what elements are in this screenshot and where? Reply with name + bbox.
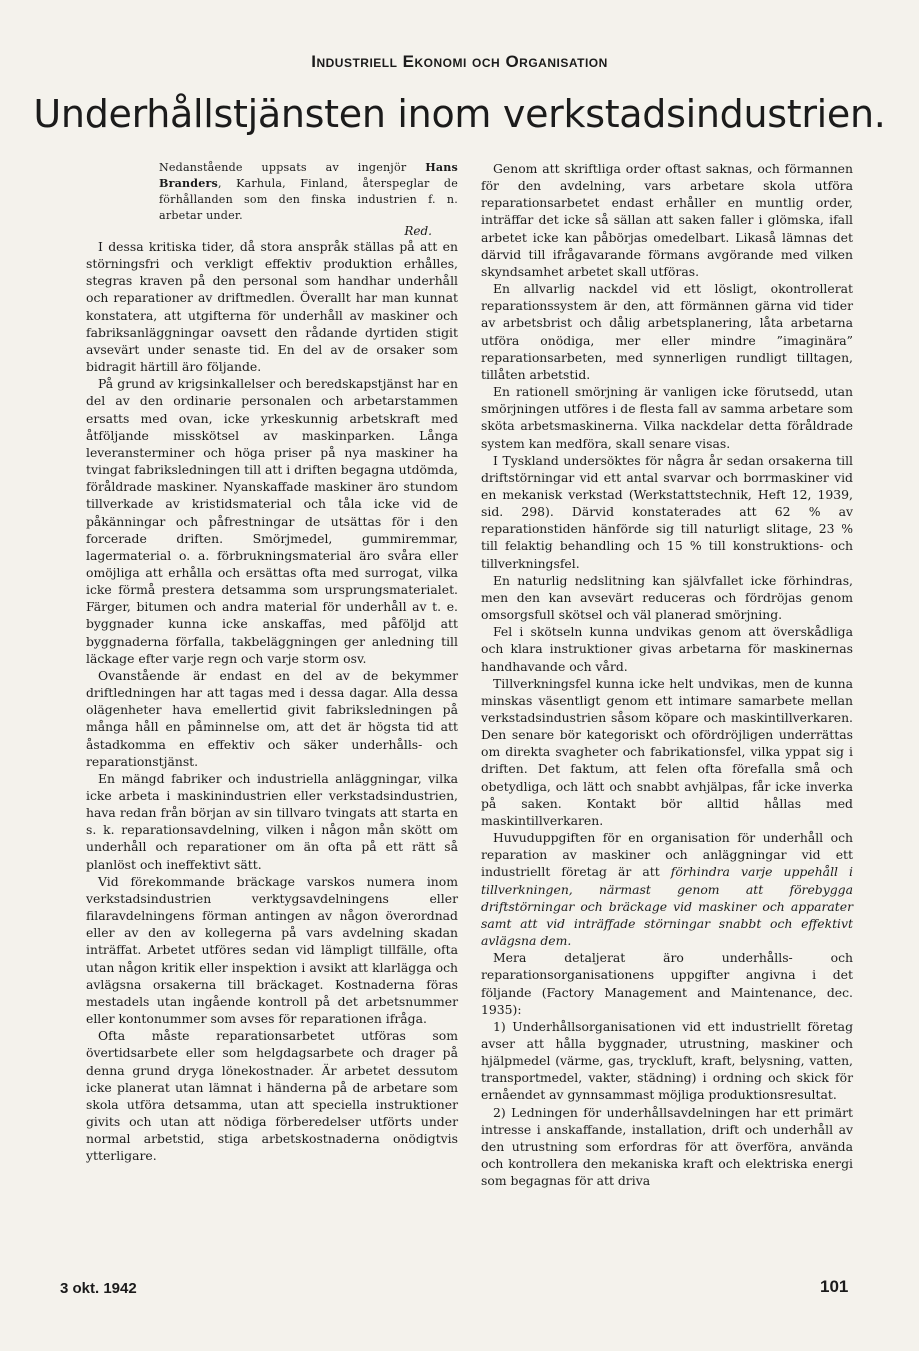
paragraph: Vid förekommande bräckage varskos numera inom verkstadsindustrien verktygsavdelningens eller filaravdelningens förman antingen av någon överordnad eller av den av kollegerna på vars avdelning skadan inträffat. Arbetet utföres sedan vid lämpligt tillfälle, ofta utan någon kritik eller inspektion i avsikt att klarlägga och avlägsna orsakerna till bräckaget. Kostnaderna föras mestadels utan ingående kontroll på det arbetsnummer eller kontonummer som avses för reparationen ifråga. — [86, 873, 458, 1027]
intro-text-after: , Karhula, Finland, återspeglar de förhållanden som den finska industrien f. n. arbetar under. — [159, 177, 458, 222]
paragraph: En mängd fabriker och industriella anläggningar, vilka icke arbeta i maskinindustrien eller verkstadsindustrien, hava redan från början av sin tillvaro tvingats att starta en s. k. reparationsavdelning, vilken i någon mån skött om underhåll och reparationer om än ofta på ett rätt så planlöst och ineffektivt sätt. — [86, 770, 458, 872]
page-number: 101 — [820, 1277, 849, 1296]
intro-author: Hans Branders — [159, 161, 458, 190]
paragraph: Fel i skötseln kunna undvikas genom att överskådliga och klara instruktioner givas arbetarna för maskinernas handhavande och vård. — [481, 624, 853, 674]
paragraph: I Tyskland undersöktes för några år sedan orsakerna till driftstörningar vid ett antal svarvar och borrmaskiner vid en mekanisk verkstad (Werkstattstechnik, Heft 12, 1939, sid. 298). Därvid konstaterades att 62 % av reparationstiden hänförde sig till naturligt slitage, 23 % till felaktig behandling och 15 % till konstruktions- och tillverkningsfel. — [481, 452, 853, 571]
paragraph: Genom att skriftliga order oftast saknas, och förmannen för den avdelning, vars arbetare skola utföra reparationsarbetet endast erhåller en muntlig order, inträffar det icke så sällan att saken faller i glömska, ifall arbetet icke kan påbörjas omedelbart. Likaså lämnas det därvid till ifrågavarande förmans avgörande med vilken skyndsamhet arbetet skall utföras. — [481, 161, 853, 279]
right-column — [481, 160, 853, 1189]
intro-text-before: Nedanstående uppsats av ingenjör — [159, 161, 426, 174]
paragraph: En allvarlig nackdel vid ett lösligt, okontrollerat reparationssystem är den, att förmännen gärna vid tider av arbetsbrist och dålig arbetsplanering, låta arbetarna utföra onödiga, mer eller mindre ”imaginära” reparationsarbeten, med synnerligen rundligt tilltagen, tillåten arbetstid. — [481, 281, 853, 382]
paragraph: Ofta måste reparationsarbetet utföras som övertidsarbete eller som helgdagsarbete och drager på denna grund dryga lönekostnader. Är arbetet dessutom icke planerat utan lämnat i händerna på de arbetare som skola utföra detsamma, utan att speciella instruktioner givits och utan att nödiga förberedelser utförts under normal arbetstid, stiga arbetskostnaderna onödigtvis ytterligare. — [86, 1028, 458, 1164]
paragraph-main-task — [481, 829, 853, 949]
paragraph: Tillverkningsfel kunna icke helt undvikas, men de kunna minskas väsentligt genom ett intimare samarbete mellan verkstadsindustrien såsom köpare och maskintillverkaren. Den senare bör kategoriskt och ofördröjligen underrättas om direkta svagheter och fabrikationsfel, vilka yppat sig i driften. Det faktum, att felen ofta förefalla små och obetydliga, och lätt och snabbt avhjälpas, får icke inverka på saken. Kontakt bör alltid hållas med maskintillverkaren. — [481, 675, 853, 828]
main-task-text: Huvuduppgiften för en organisation för underhåll och reparation av maskiner och anläggningar vid ett industriellt företag är att — [481, 830, 853, 880]
paragraph: 2) Ledningen för underhållsavdelningen har ett primärt intresse i anskaffande, installation, drift och underhåll av den utrustning som erfordras för att överföra, använda och kontrollera den mekaniska kraft och elektriska energi som begagnas för att driva — [481, 1104, 853, 1189]
section-header: Industriell Ekonomi och Organisation — [311, 52, 608, 71]
paragraph: Mera detaljerat äro underhålls- och reparationsorganisationens uppgifter angivna i det följande (Factory Management and Maintenance, dec. 1935): — [481, 950, 853, 1017]
paragraph: 1) Underhållsorganisationen vid ett industriellt företag avser att hålla byggnader, utrustning, maskiner och hjälpmedel (värme, gas, tryckluft, kraft, belysning, vatten, transportmedel, vakter, städning) i ordning och skick för ernåendet av gynnsammast möjliga produktionsresultat. — [481, 1018, 853, 1103]
issue-date: 3 okt. 1942 — [60, 1280, 137, 1297]
article-title: Underhållstjänsten inom verkstadsindustrien. — [33, 92, 886, 136]
editor-signature: Red. — [404, 224, 432, 238]
editor-intro — [159, 160, 458, 224]
paragraph: En rationell smörjning är vanligen icke förutsedd, utan smörjningen utföres i de flesta fall av samma arbetare som sköta arbetsmaskinerna. Vilka nackdelar detta föråldrade system kan medföra, skall senare visas. — [481, 384, 853, 451]
main-task-emphasis: förhindra varje uppehåll i tillverkningen, närmast genom att förebygga driftstörningar och bräckage vid maskiner och apparater samt att vid inträffade störningar snabbt och effektivt avlägsna dem. — [481, 864, 854, 949]
paragraph: Ovanstående är endast en del av de bekymmer driftledningen har att tagas med i dessa dagar. Alla dessa olägenheter hava emellertid givit fabriksledningen på många håll en påminnelse om, att det är högsta tid att åstadkomma en effektiv och säker underhålls- och reparationstjänst. — [86, 667, 458, 769]
paragraph: I dessa kritiska tider, då stora anspråk ställas på att en störningsfri och verkligt effektiv produktion erhålles, stegras kraven på den personal som handhar underhåll och reparationer av driftmedlen. Överallt har man kunnat konstatera, att utgifterna för underhåll av maskiner och fabriksanläggningar oavsett den rådande dyrtiden stigit avsevärt under senaste tid. En del av de orsaker som bidragit härtill äro följande. — [86, 239, 458, 375]
paragraph: På grund av krigsinkallelser och beredskapstjänst har en del av den ordinarie personalen och arbetarstammen ersatts med ovan, icke yrkeskunnig arbetskraft med åtföljande misskötsel av maskinparken. Långa leveransterminer och höga priser på nya maskiner ha tvingat fabriksledningen till att i driften begagna utdömda, föråldrade maskiner. Nyanskaffade maskiner äro stundom tillverkade av kristidsmaterial och tåla icke vid de påkänningar och påfrestningar de utsättas för i den forcerade driften. Smörjmedel, gummiremmar, lagermaterial o. a. förbrukningsmaterial äro svåra eller omöjliga att erhålla och ersättas ofta med surrogat, vilka icke förmå prestera detsamma som ursprungsmaterialet. Färger, bitumen och andra material för underhåll av t. e. byggnader kunna icke anskaffas, med påföljd att byggnaderna förfalla, takbeläggningen ger anledning till läckage efter varje regn och varje storm osv. — [86, 376, 458, 666]
left-column — [86, 160, 458, 1164]
paragraph: En naturlig nedslitning kan självfallet icke förhindras, men den kan avsevärt reduceras och fördröjas genom omsorgsfull skötsel och väl planerad smörjning. — [481, 572, 853, 623]
